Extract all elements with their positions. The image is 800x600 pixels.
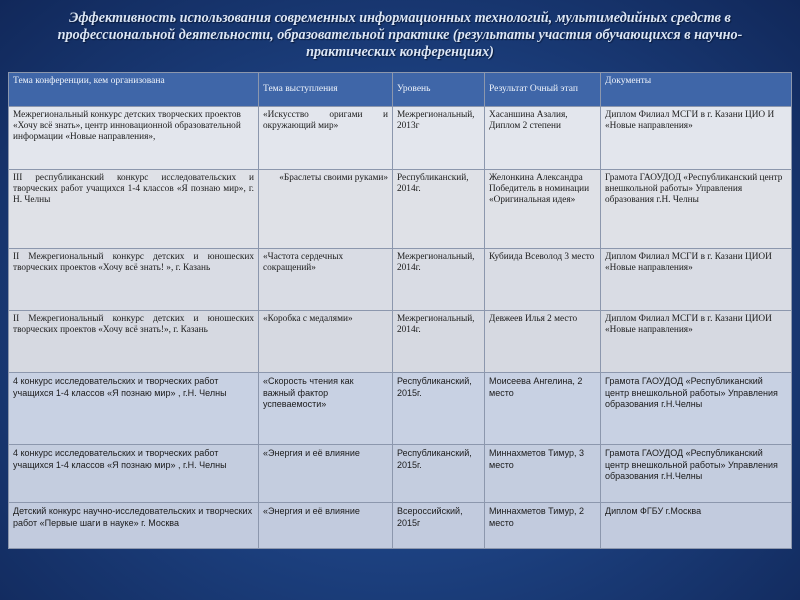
cell-topic: «Искусство оригами и окружающий мир» [259,107,393,170]
cell-result: Кубиида Всеволод 3 место [485,249,601,311]
cell-topic: «Браслеты своими руками» [259,170,393,249]
cell-topic: «Коробка с медалями» [259,311,393,373]
cell-result: Девжеев Илья 2 место [485,311,601,373]
cell-topic: «Скорость чтения как важный фактор успеваемости» [259,373,393,445]
table-header-row [9,73,792,107]
cell-level: Республиканский, 2015г. [393,445,485,503]
cell-result: Желонкина Александра Победитель в номинации «Оригинальная идея» [485,170,601,249]
cell-level: Всероссийский, 2015г [393,503,485,549]
cell-conference: II Межрегиональный конкурс детских и юношеских творческих проектов «Хочу всё знать! », г. Казань [9,249,259,311]
cell-level: Межрегиональный, 2014г. [393,249,485,311]
table-row [9,445,792,503]
cell-result: Миннахметов Тимур, 3 место [485,445,601,503]
cell-topic: «Энергия и её влияние [259,445,393,503]
conferences-table [8,72,792,549]
header-conference: Тема конференции, кем организована [9,73,259,107]
cell-documents: Диплом Филиал МСГИ в г. Казани ЦИО И «Новые направления» [601,107,792,170]
cell-conference: II Межрегиональный конкурс детских и юношеских творческих проектов «Хочу всё знать!», г. Казань [9,311,259,373]
table-row [9,249,792,311]
cell-conference: 4 конкурс исследовательских и творческих работ учащихся 1-4 классов «Я познаю мир» , г.Н. Челны [9,445,259,503]
cell-documents: Грамота ГАОУДОД «Республиканский центр внешкольной работы» Управления образования г.Н. Челны [601,170,792,249]
cell-documents: Грамота ГАОУДОД «Республиканский центр внешкольной работы» Управления образования г.Н.Челны [601,445,792,503]
table-row [9,170,792,249]
table-row [9,107,792,170]
cell-conference: Межрегиональный конкурс детских творческих проектов «Хочу всё знать», центр инновационной образовательной информации «Новые направления», [9,107,259,170]
cell-level: Межрегиональный, 2014г. [393,311,485,373]
table-row [9,311,792,373]
cell-documents: Диплом Филиал МСГИ в г. Казани ЦИОИ «Новые направления» [601,249,792,311]
cell-level: Республиканский, 2014г. [393,170,485,249]
header-level: Уровень [393,73,485,107]
cell-documents: Диплом ФГБУ г.Москва [601,503,792,549]
header-documents: Документы [601,73,792,107]
cell-topic: «Частота сердечных сокращений» [259,249,393,311]
header-topic: Тема выступления [259,73,393,107]
cell-result: Хасаншина Азалия, Диплом 2 степени [485,107,601,170]
table-row [9,503,792,549]
cell-result: Моисеева Ангелина, 2 место [485,373,601,445]
cell-documents: Грамота ГАОУДОД «Республиканский центр внешкольной работы» Управления образования г.Н.Челны [601,373,792,445]
cell-conference: Детский конкурс научно-исследовательских и творческих работ «Первые шаги в науке» г. Москва [9,503,259,549]
table-row [9,373,792,445]
slide-title: Эффективность использования современных информационных технологий, мультимедийных средств в профессиональной деятельности, образовательной практике (результаты участия обучающихся в научно-практических конференциях) [57,10,743,60]
cell-documents: Диплом Филиал МСГИ в г. Казани ЦИОИ «Новые направления» [601,311,792,373]
cell-result: Миннахметов Тимур, 2 место [485,503,601,549]
cell-topic: «Энергия и её влияние [259,503,393,549]
cell-level: Межрегиональный, 2013г [393,107,485,170]
header-result: Результат Очный этап [485,73,601,107]
cell-level: Республиканский, 2015г. [393,373,485,445]
cell-conference: 4 конкурс исследовательских и творческих работ учащихся 1-4 классов «Я познаю мир» , г.Н. Челны [9,373,259,445]
cell-conference: III республиканский конкурс исследовательских и творческих работ учащихся 1-4 классов «Я познаю мир», г. Н. Челны [9,170,259,249]
